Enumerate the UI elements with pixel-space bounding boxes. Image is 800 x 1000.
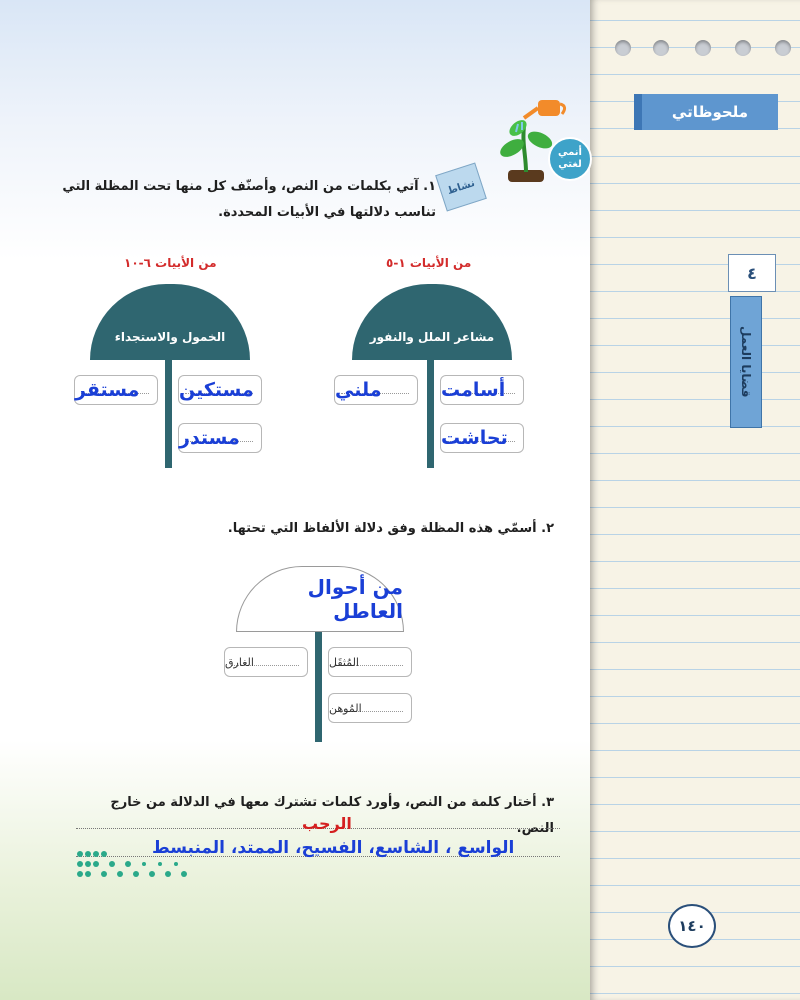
word-box: المُوهن [328, 693, 412, 723]
question-1-line-1: ١. آتي بكلمات من النص، وأصنّف كل منها تحت المظلة التي [62, 179, 436, 194]
range-label-left: من الأبيات ٦-١٠ [124, 256, 217, 270]
handwritten-synonyms: الواسع ، الشاسع، الفسيح، الممتد، المنبسط [152, 838, 515, 858]
word-box: أسامت [440, 375, 524, 405]
page-number: ١٤٠ [668, 904, 716, 948]
question-1-line-2: تناسب دلالتها في الأبيات المحددة. [218, 205, 436, 220]
umbrella-right-title: مشاعر الملل والنفور [369, 330, 495, 344]
umbrella-answer: من أحوال العاطل [307, 575, 403, 623]
word-box: ملني [334, 375, 418, 405]
question-3: ٣. أختار كلمة من النص، وأورد كلمات تشترك معها في الدلالة من خارج النص. [110, 795, 554, 836]
umbrella-left-title: الخمول والاستجداء [114, 330, 226, 344]
umbrella-answer-canopy [236, 566, 404, 632]
binder-hole [695, 40, 711, 56]
umbrella-answer-pole [315, 632, 322, 742]
umbrella-right-pole [427, 360, 434, 468]
binder-hole [615, 40, 631, 56]
notes-tab: ملحوظاتي [634, 94, 778, 130]
notes-sidebar [590, 0, 800, 1000]
binder-hole [775, 40, 791, 56]
word-box: مستقر [74, 375, 158, 405]
publisher-logo-icon [74, 848, 194, 882]
word-box: مستكين [178, 375, 262, 405]
range-label-right: من الأبيات ١-٥ [386, 256, 472, 270]
question-1 [60, 174, 436, 226]
unit-number: ٤ [728, 254, 776, 292]
word-box: مستدر [178, 423, 262, 453]
unit-ribbon-label: قضايا العمل [739, 326, 753, 398]
activity-tag: نشاط [435, 162, 487, 211]
word-box: تحاشت [440, 423, 524, 453]
unit-ribbon [730, 296, 762, 428]
binder-hole [735, 40, 751, 56]
binder-hole [653, 40, 669, 56]
word-box: الغارق [224, 647, 308, 677]
handwritten-word: الرحب [302, 814, 352, 833]
grow-language-badge: أنمي لغتي [548, 137, 592, 181]
umbrella-left-pole [165, 360, 172, 468]
word-box: المُثقَل [328, 647, 412, 677]
question-2: ٢. أسمّي هذه المظلة وفق دلالة الألفاظ التي تحتها. [227, 521, 554, 536]
